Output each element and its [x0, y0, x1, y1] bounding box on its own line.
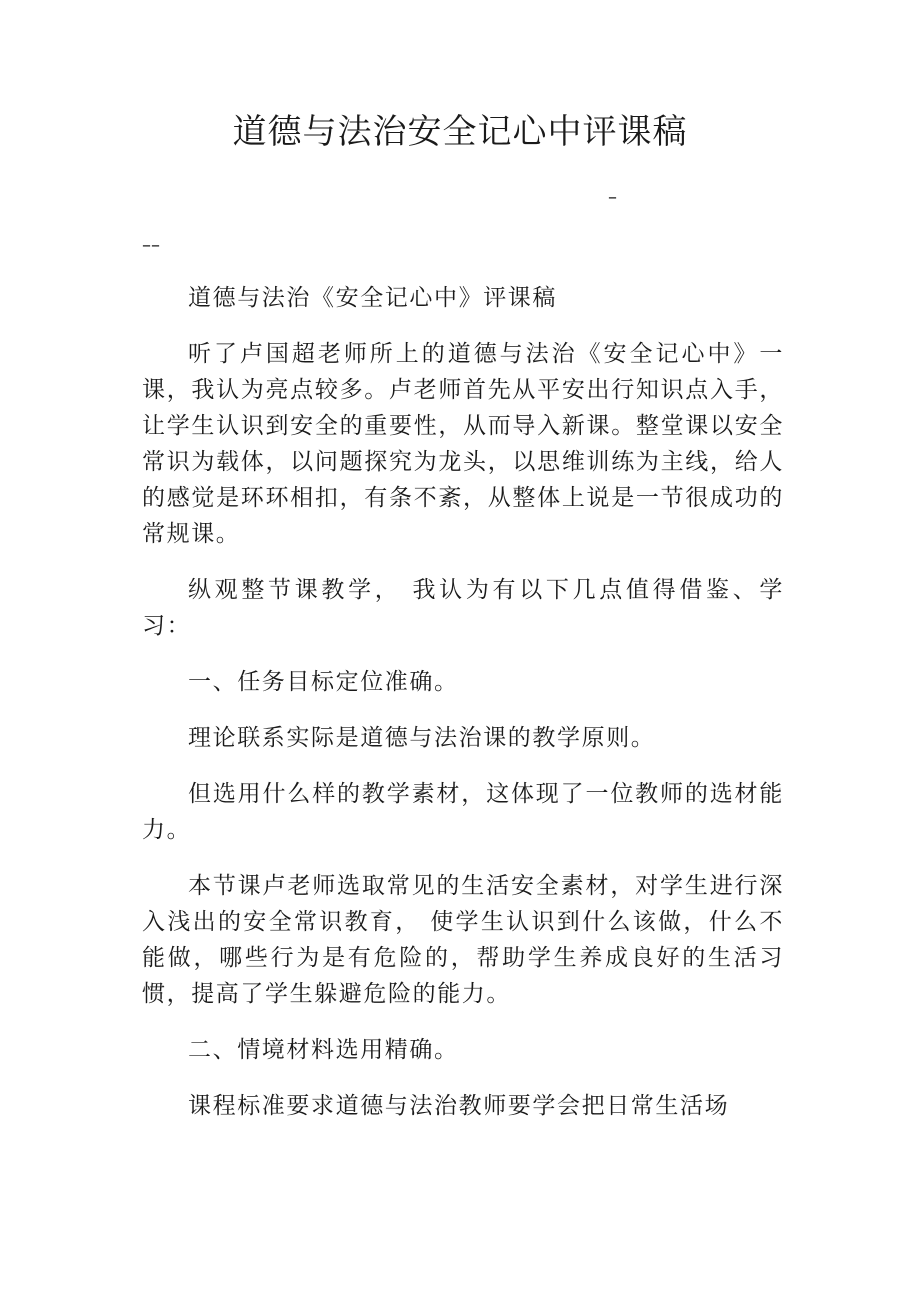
- subtitle-paragraph: 道德与法治《安全记心中》评课稿: [188, 285, 557, 311]
- section-heading-1: 一、任务目标定位准确。: [188, 669, 459, 695]
- paragraph-curriculum: 课程标准要求道德与法治教师要学会把日常生活场: [188, 1093, 730, 1119]
- paragraph-principle: 理论联系实际是道德与法治课的教学原则。: [188, 725, 656, 751]
- paragraph-lesson-detail: 本节课卢老师选取常见的生活安全素材，对学生进行深入浅出的安全常识教育， 使学生认识到什么该做，什么不能做，哪些行为是有危险的，帮助学生养成良好的生活习惯，提高了学生躲避危险的能力。: [142, 873, 784, 1007]
- paragraph-material-choice: 但选用什么样的教学素材，这体现了一位教师的选材能力。: [142, 781, 784, 843]
- paragraph-intro: 听了卢国超老师所上的道德与法治《安全记心中》一课，我认为亮点较多。卢老师首先从平安出行知识点入手，让学生认识到安全的重要性，从而导入新课。整堂课以安全常识为载体，以问题探究为龙头，以思维训练为主线，给人的感觉是环环相扣，有条不紊，从整体上说是一节很成功的常规课。: [142, 341, 784, 547]
- dash-mark-right: –: [608, 187, 617, 208]
- dash-mark-left: ––: [142, 235, 160, 256]
- paragraph-overview: 纵观整节课教学， 我认为有以下几点值得借鉴、学习：: [142, 577, 784, 639]
- document-body: [142, 280, 784, 1144]
- section-heading-2: 二、情境材料选用精确。: [188, 1037, 459, 1063]
- document-title: 道德与法治安全记心中评课稿: [232, 112, 688, 152]
